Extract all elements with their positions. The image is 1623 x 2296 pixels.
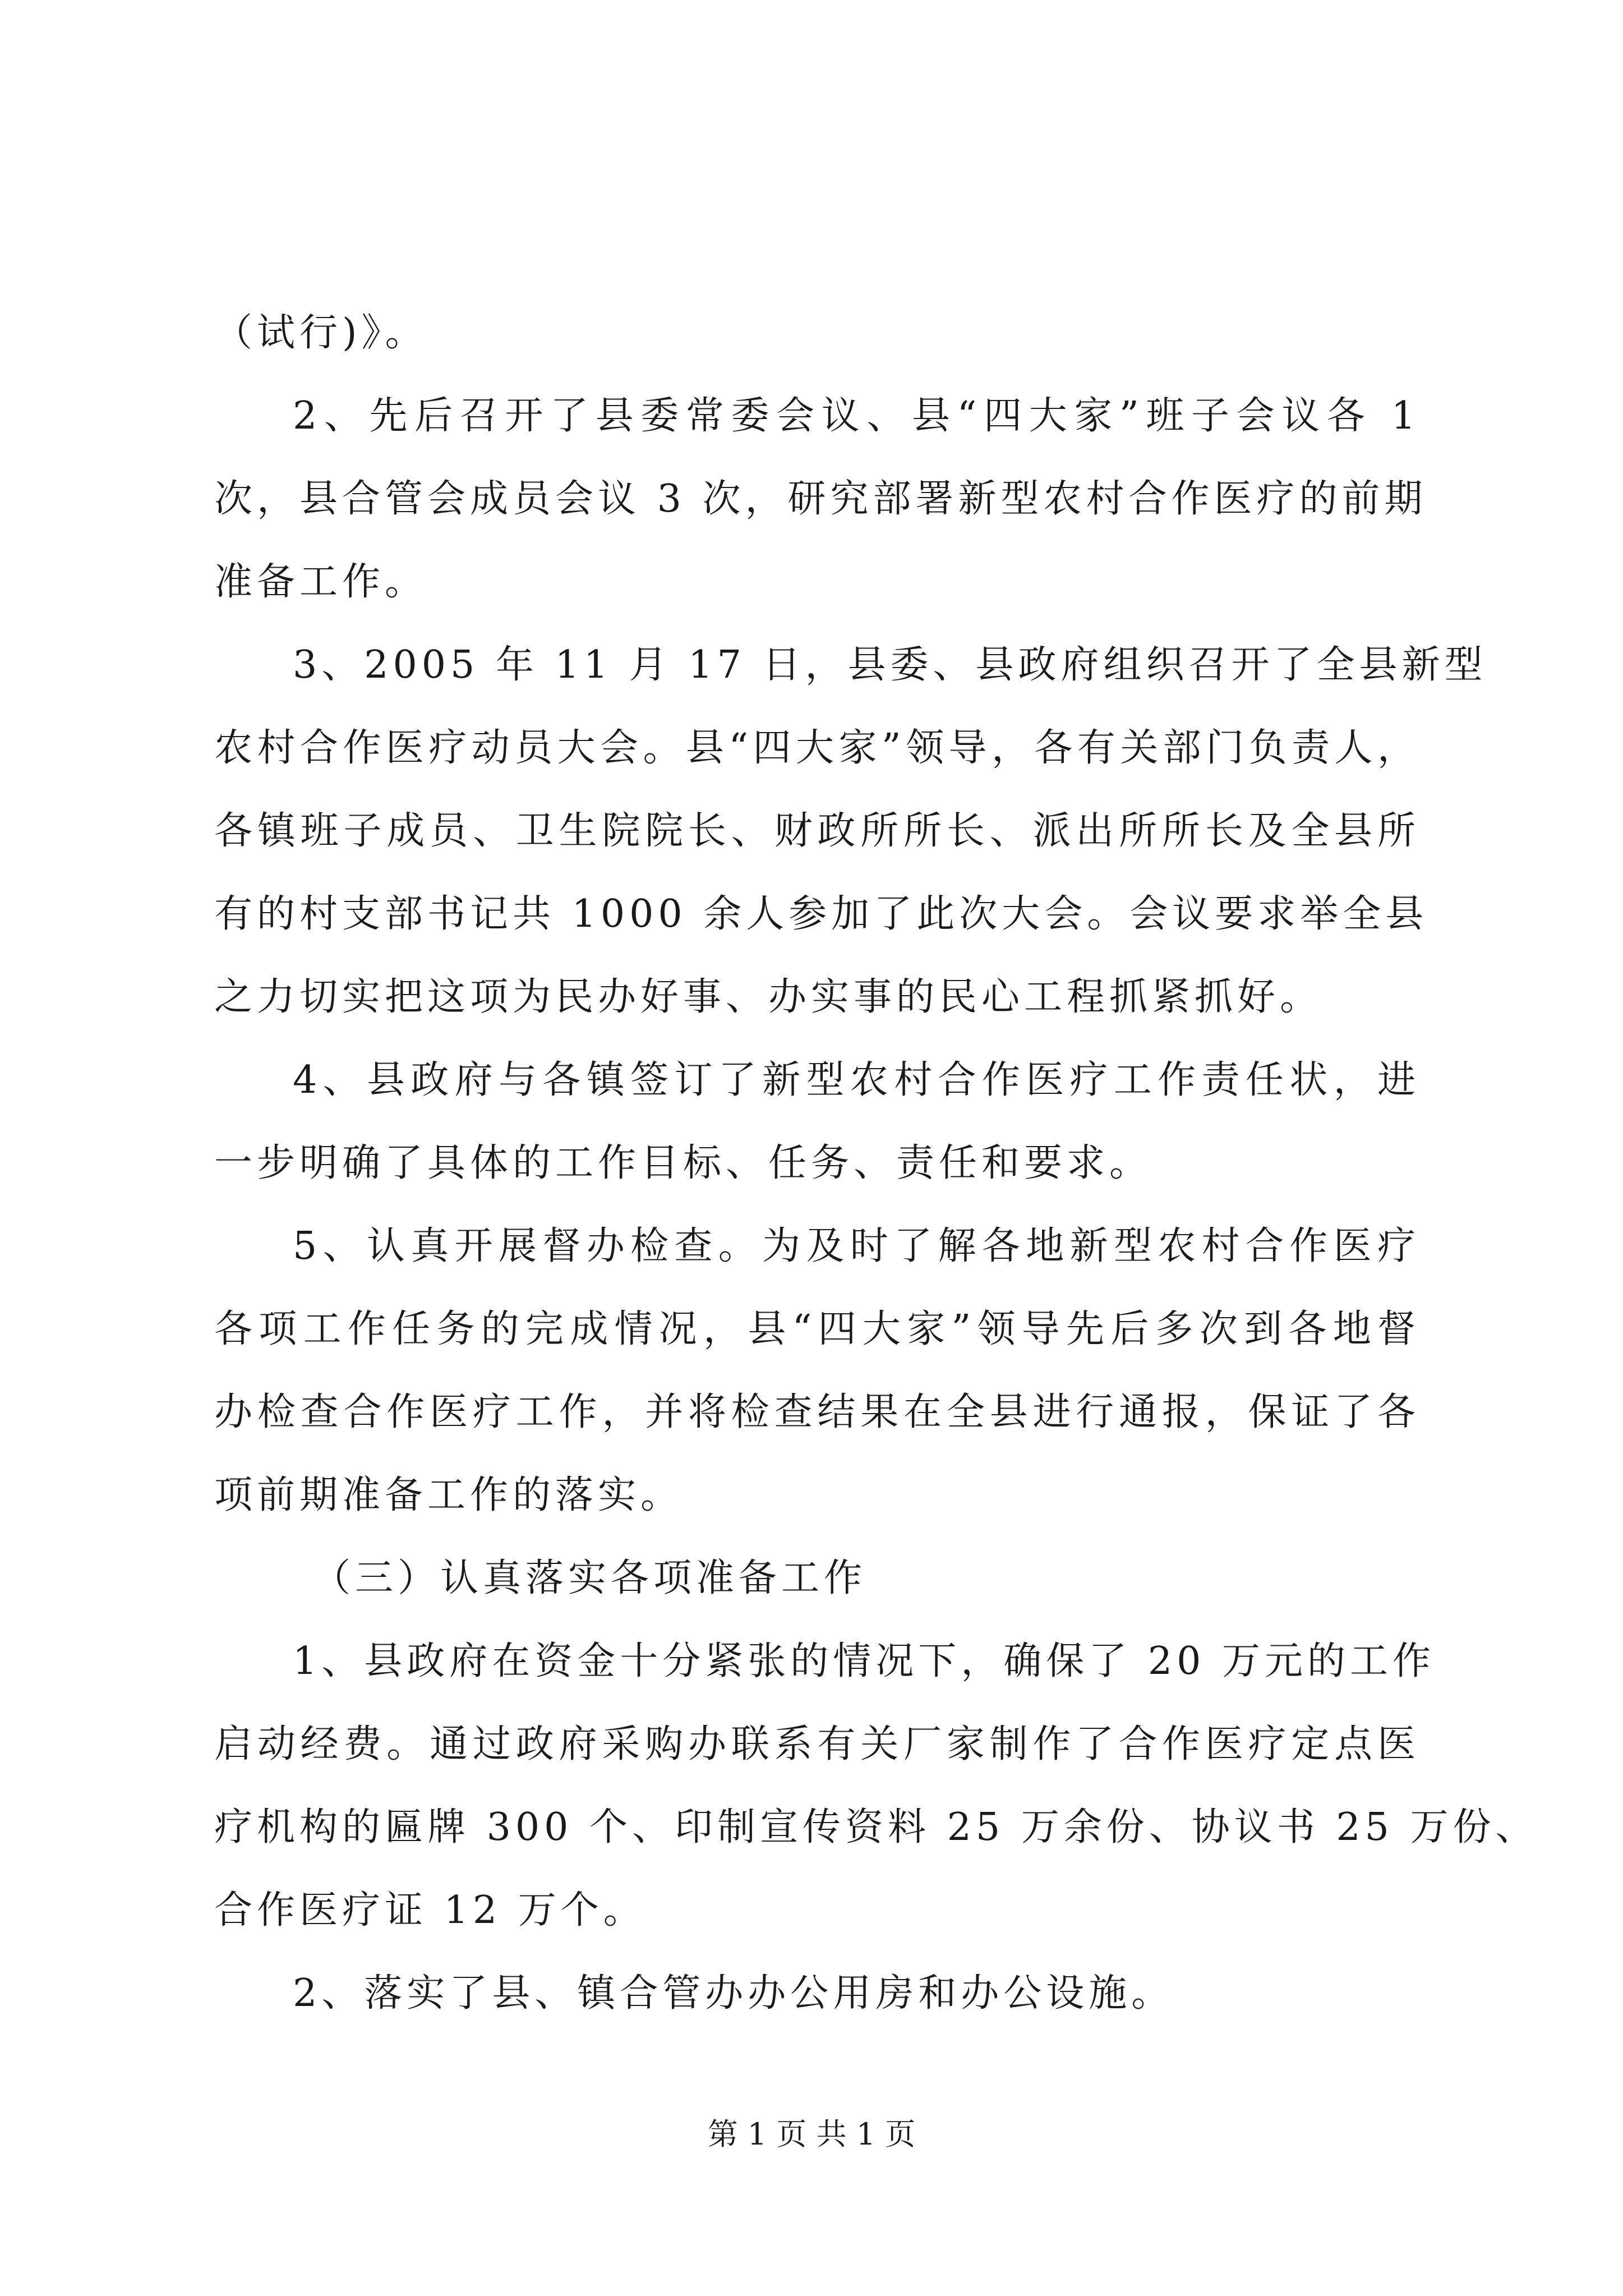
text-line: 次，县合管会成员会议 3 次，研究部署新型农村合作医疗的前期 <box>214 477 1427 521</box>
page-footer: 第 1 页 共 1 页 <box>707 2116 916 2152</box>
text-line: 2、先后召开了县委常委会议、县“四大家”班子会议各 1 <box>293 394 1420 438</box>
section-heading: （三）认真落实各项准备工作 <box>312 1556 867 1600</box>
text-line: 有的村支部书记共 1000 余人参加了此次大会。会议要求举全县 <box>214 892 1428 936</box>
text-line: 各项工作任务的完成情况，县“四大家”领导先后多次到各地督 <box>214 1307 1420 1351</box>
text-line: 办检查合作医疗工作，并将检查结果在全县进行通报，保证了各 <box>214 1390 1420 1434</box>
text-line: 启动经费。通过政府采购办联系有关厂家制作了合作医疗定点医 <box>214 1722 1420 1766</box>
text-line: 准备工作。 <box>214 560 428 604</box>
text-line: 1、县政府在资金十分紧张的情况下，确保了 20 万元的工作 <box>293 1639 1436 1683</box>
text-line: 5、认真开展督办检查。为及时了解各地新型农村合作医疗 <box>293 1224 1420 1268</box>
text-line: （试行)》。 <box>214 311 428 355</box>
document-body <box>214 292 1538 2035</box>
text-line: 2、落实了县、镇合管办办公用房和办公设施。 <box>293 1971 1174 2016</box>
text-line: 各镇班子成员、卫生院院长、财政所所长、派出所所长及全县所 <box>214 809 1420 853</box>
text-line: 农村合作医疗动员大会。县“四大家”领导，各有关部门负责人， <box>214 726 1420 770</box>
text-line: 合作医疗证 12 万个。 <box>214 1888 646 1932</box>
text-line: 一步明确了具体的工作目标、任务、责任和要求。 <box>214 1141 1152 1185</box>
text-line: 4、县政府与各镇签订了新型农村合作医疗工作责任状，进 <box>293 1058 1420 1102</box>
text-line: 之力切实把这项为民办好事、办实事的民心工程抓紧抓好。 <box>214 975 1323 1019</box>
text-line: 3、2005 年 11 月 17 日，县委、县政府组织召开了全县新型 <box>293 643 1487 687</box>
text-line: 项前期准备工作的落实。 <box>214 1473 684 1517</box>
text-line: 疗机构的匾牌 300 个、印制宣传资料 25 万余份、协议书 25 万份、 <box>214 1805 1538 1849</box>
